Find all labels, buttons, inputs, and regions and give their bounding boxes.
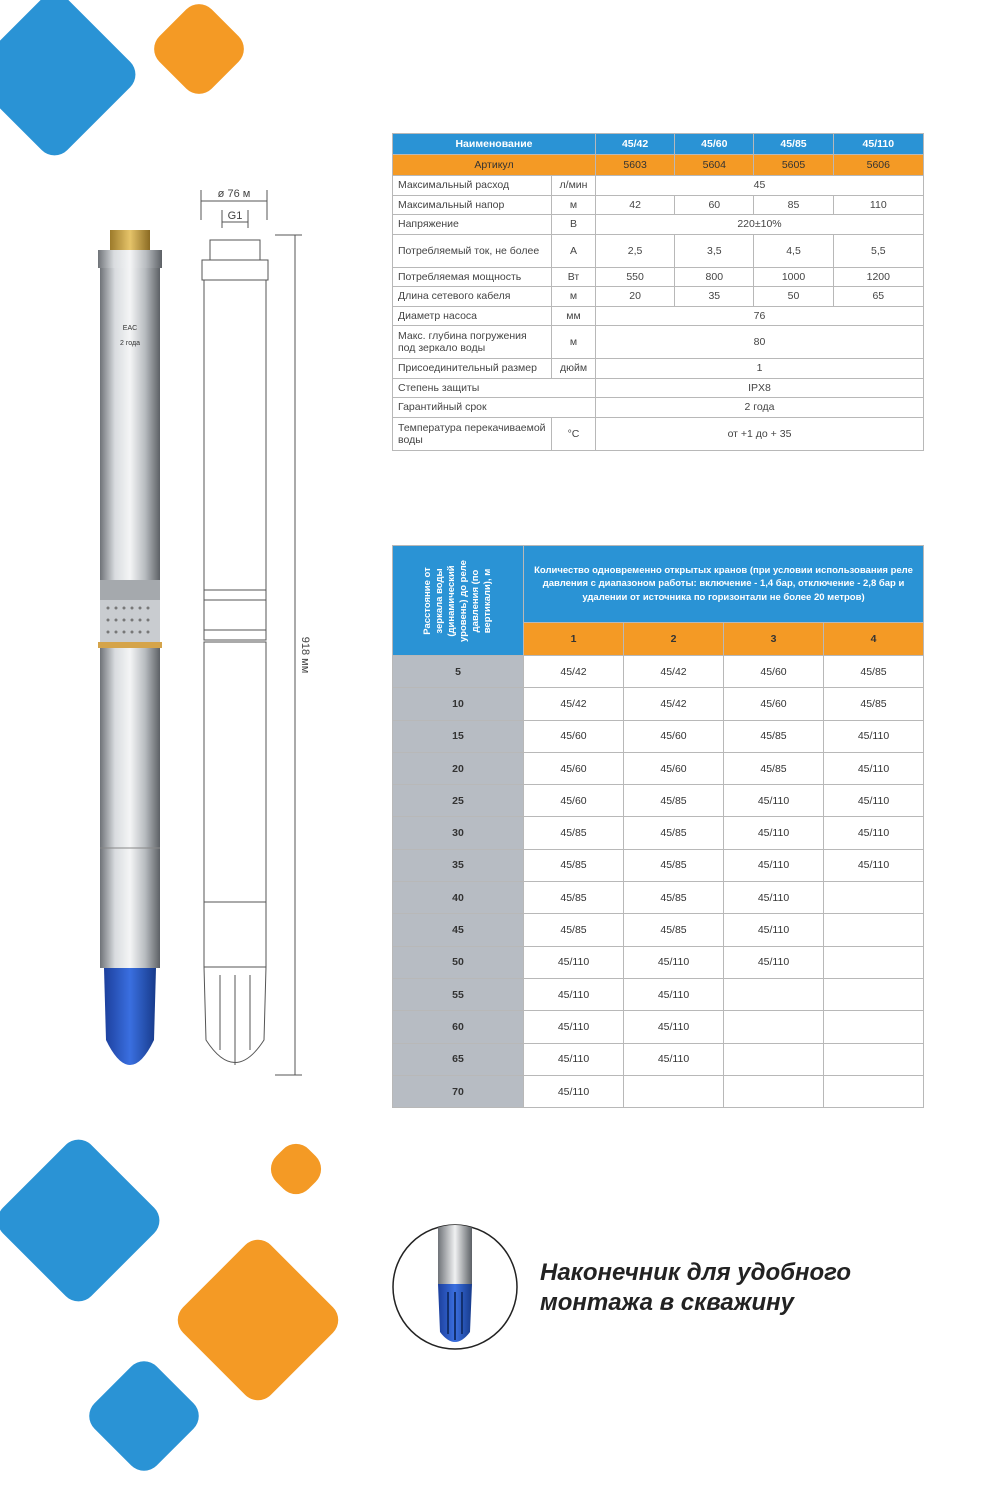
taps-distance-cell: 10: [393, 688, 524, 720]
taps-model-cell: 45/110: [624, 946, 724, 978]
spec-row: [393, 417, 924, 450]
spec-param-name: Присоединительный размер: [393, 359, 552, 379]
taps-top-header: Количество одновременно открытых кранов (при условии использования реле давления с диапазоном работы: включение - 1,4 бар, отключение - 2,8 бар и удалении от источника по горизонтали не более 20 метров): [524, 546, 924, 623]
spec-param-unit: А: [552, 234, 596, 267]
taps-model-cell: 45/110: [624, 1043, 724, 1075]
promo-text: [540, 1258, 851, 1318]
spec-header-model: 45/42: [596, 134, 675, 155]
spec-param-name: Диаметр насоса: [393, 306, 552, 326]
spec-param-unit: Вт: [552, 267, 596, 287]
taps-column-header: 4: [824, 623, 924, 656]
taps-row: [393, 978, 924, 1010]
spec-param-value: 5,5: [833, 234, 923, 267]
taps-row: [393, 1011, 924, 1043]
promo-line-2: монтажа в скважину: [540, 1289, 794, 1316]
taps-model-cell: [824, 978, 924, 1010]
diameter-label: ø 76 м: [217, 188, 251, 200]
taps-model-cell: 45/85: [824, 688, 924, 720]
spec-param-value: 85: [754, 195, 833, 215]
taps-model-cell: 45/85: [624, 914, 724, 946]
taps-row: [393, 849, 924, 881]
taps-row: [393, 1075, 924, 1107]
taps-model-cell: 45/110: [724, 849, 824, 881]
taps-distance-cell: 45: [393, 914, 524, 946]
taps-model-cell: 45/60: [724, 656, 824, 688]
taps-model-cell: 45/110: [524, 1011, 624, 1043]
decor-orange-diamond-small: [263, 1136, 328, 1201]
taps-row: [393, 817, 924, 849]
taps-distance-cell: 70: [393, 1075, 524, 1107]
spec-param-unit: м: [552, 326, 596, 359]
spec-param-value: 110: [833, 195, 923, 215]
taps-distance-cell: 65: [393, 1043, 524, 1075]
taps-model-cell: 45/85: [624, 785, 724, 817]
taps-model-cell: 45/110: [624, 978, 724, 1010]
spec-param-name: Максимальный расход: [393, 176, 552, 196]
taps-model-cell: [824, 914, 924, 946]
tip-closeup-image: [390, 1222, 520, 1352]
taps-model-cell: 45/110: [824, 720, 924, 752]
spec-article-row: [393, 155, 924, 176]
taps-row: [393, 688, 924, 720]
decor-blue-diamond-bottom-left: [0, 1132, 167, 1309]
taps-model-cell: 45/85: [524, 914, 624, 946]
taps-row: [393, 656, 924, 688]
taps-distance-cell: 55: [393, 978, 524, 1010]
taps-body: [393, 656, 924, 1108]
taps-model-cell: [824, 1075, 924, 1107]
spec-param-unit: В: [552, 215, 596, 235]
taps-model-cell: [724, 1075, 824, 1107]
taps-model-cell: [724, 978, 824, 1010]
spec-param-value: 76: [596, 306, 924, 326]
spec-param-value: 42: [596, 195, 675, 215]
spec-param-value: 220±10%: [596, 215, 924, 235]
spec-article-value: 5603: [596, 155, 675, 176]
taps-model-cell: [824, 1043, 924, 1075]
spec-param-unit: м: [552, 287, 596, 307]
taps-model-cell: 45/60: [524, 785, 624, 817]
taps-model-cell: [824, 882, 924, 914]
pump-blue-tip: [104, 968, 156, 1065]
thread-label: G1: [227, 210, 243, 222]
spec-param-value: 80: [596, 326, 924, 359]
spec-row: [393, 359, 924, 379]
taps-model-cell: [824, 1011, 924, 1043]
taps-model-cell: 45/85: [524, 817, 624, 849]
pump-photo: [98, 230, 162, 1065]
spec-param-value: 50: [754, 287, 833, 307]
taps-distance-cell: 20: [393, 752, 524, 784]
taps-model-cell: 45/110: [724, 785, 824, 817]
pump-technical-drawing: [201, 190, 302, 1075]
spec-row: [393, 326, 924, 359]
pump-label-warranty: 2 года: [120, 340, 140, 347]
spec-row: [393, 287, 924, 307]
taps-model-cell: 45/85: [624, 882, 724, 914]
taps-model-cell: [824, 946, 924, 978]
decor-blue-diamond-bottom-small: [82, 1354, 206, 1478]
spec-param-value: 45: [596, 176, 924, 196]
spec-param-name: Степень защиты: [393, 378, 596, 398]
spec-header-name: Наименование: [393, 134, 596, 155]
promo-line-1: Наконечник для удобного: [540, 1259, 852, 1286]
taps-distance-cell: 25: [393, 785, 524, 817]
spec-row: [393, 306, 924, 326]
taps-model-cell: 45/60: [524, 752, 624, 784]
taps-header-row: [393, 546, 924, 623]
spec-param-value: 65: [833, 287, 923, 307]
taps-model-cell: 45/110: [824, 752, 924, 784]
spec-param-unit: м: [552, 195, 596, 215]
spec-row: [393, 267, 924, 287]
taps-distance-cell: 15: [393, 720, 524, 752]
taps-model-cell: 45/110: [824, 817, 924, 849]
taps-table: [392, 545, 924, 1108]
pump-head: [98, 250, 162, 268]
spec-param-name: Потребляемый ток, не более: [393, 234, 552, 267]
spec-param-value: от +1 до + 35: [596, 417, 924, 450]
spec-row: [393, 378, 924, 398]
taps-column-header: 1: [524, 623, 624, 656]
spec-table: [392, 133, 924, 451]
taps-column-header: 2: [624, 623, 724, 656]
spec-row: [393, 215, 924, 235]
spec-header-row: [393, 134, 924, 155]
spec-param-value: 4,5: [754, 234, 833, 267]
spec-article-value: 5604: [675, 155, 754, 176]
spec-param-value: 800: [675, 267, 754, 287]
spec-param-name: Потребляемая мощность: [393, 267, 552, 287]
taps-model-cell: 45/85: [524, 849, 624, 881]
taps-column-header: 3: [724, 623, 824, 656]
spec-param-name: Напряжение: [393, 215, 552, 235]
taps-row: [393, 946, 924, 978]
taps-model-cell: 45/42: [524, 688, 624, 720]
taps-row: [393, 720, 924, 752]
taps-distance-cell: 5: [393, 656, 524, 688]
spec-param-value: 3,5: [675, 234, 754, 267]
taps-distance-cell: 35: [393, 849, 524, 881]
taps-model-cell: 45/42: [624, 688, 724, 720]
taps-model-cell: 45/42: [524, 656, 624, 688]
pump-outlet: [110, 230, 150, 250]
taps-model-cell: 45/110: [524, 978, 624, 1010]
taps-model-cell: 45/110: [724, 946, 824, 978]
taps-row: [393, 785, 924, 817]
taps-model-cell: 45/110: [524, 946, 624, 978]
taps-model-cell: 45/60: [724, 688, 824, 720]
spec-param-value: 2 года: [596, 398, 924, 418]
taps-model-cell: [624, 1075, 724, 1107]
taps-row: [393, 1043, 924, 1075]
spec-param-value: 550: [596, 267, 675, 287]
taps-model-cell: 45/42: [624, 656, 724, 688]
taps-model-cell: 45/110: [524, 1043, 624, 1075]
taps-distance-cell: 50: [393, 946, 524, 978]
spec-article-value: 5606: [833, 155, 923, 176]
spec-param-value: 1000: [754, 267, 833, 287]
taps-model-cell: 45/85: [624, 817, 724, 849]
spec-param-unit: л/мин: [552, 176, 596, 196]
taps-model-cell: 45/110: [724, 817, 824, 849]
decor-blue-diamond-top: [0, 0, 143, 163]
pump-motor: [100, 648, 160, 968]
pump-label-mark: EAC: [122, 325, 138, 332]
spec-row: [393, 176, 924, 196]
taps-model-cell: 45/110: [724, 882, 824, 914]
taps-model-cell: 45/110: [524, 1075, 624, 1107]
spec-header-model: 45/60: [675, 134, 754, 155]
spec-header-model: 45/85: [754, 134, 833, 155]
taps-side-header-text: Расстояние от зеркала воды (динамический уровень) до реле давления (по вертикали), м: [422, 559, 493, 642]
taps-model-cell: 45/110: [824, 785, 924, 817]
spec-param-unit: мм: [552, 306, 596, 326]
taps-model-cell: [724, 1011, 824, 1043]
spec-param-name: Длина сетевого кабеля: [393, 287, 552, 307]
taps-model-cell: 45/85: [624, 849, 724, 881]
spec-param-value: 35: [675, 287, 754, 307]
taps-row: [393, 882, 924, 914]
pump-upper-body: [100, 268, 160, 588]
taps-model-cell: [724, 1043, 824, 1075]
spec-param-name: Макс. глубина погружения под зеркало воды: [393, 326, 552, 359]
taps-model-cell: 45/110: [724, 914, 824, 946]
spec-param-name: Гарантийный срок: [393, 398, 596, 418]
taps-row: [393, 752, 924, 784]
decor-orange-diamond-bottom: [170, 1232, 345, 1407]
spec-param-name: Температура перекачиваемой воды: [393, 417, 552, 450]
taps-distance-cell: 60: [393, 1011, 524, 1043]
spec-header-model: 45/110: [833, 134, 923, 155]
taps-model-cell: 45/85: [724, 720, 824, 752]
length-label: 918 мм: [299, 636, 311, 674]
taps-side-header: [393, 546, 524, 656]
spec-param-value: 60: [675, 195, 754, 215]
taps-distance-cell: 30: [393, 817, 524, 849]
taps-model-cell: 45/60: [624, 752, 724, 784]
spec-param-value: IPX8: [596, 378, 924, 398]
spec-row: [393, 195, 924, 215]
spec-param-value: 2,5: [596, 234, 675, 267]
spec-param-value: 20: [596, 287, 675, 307]
spec-article-label: Артикул: [393, 155, 596, 176]
spec-param-unit: дюйм: [552, 359, 596, 379]
spec-row: [393, 234, 924, 267]
taps-model-cell: 45/110: [824, 849, 924, 881]
taps-model-cell: 45/85: [524, 882, 624, 914]
taps-distance-cell: 40: [393, 882, 524, 914]
taps-model-cell: 45/110: [624, 1011, 724, 1043]
taps-model-cell: 45/60: [624, 720, 724, 752]
spec-param-unit: °С: [552, 417, 596, 450]
taps-model-cell: 45/85: [724, 752, 824, 784]
pump-illustration: [80, 180, 320, 1090]
spec-param-name: Максимальный напор: [393, 195, 552, 215]
taps-model-cell: 45/85: [824, 656, 924, 688]
decor-orange-diamond-top: [147, 0, 252, 101]
taps-model-cell: 45/60: [524, 720, 624, 752]
spec-article-value: 5605: [754, 155, 833, 176]
spec-param-value: 1: [596, 359, 924, 379]
spec-param-value: 1200: [833, 267, 923, 287]
spec-row: [393, 398, 924, 418]
taps-row: [393, 914, 924, 946]
